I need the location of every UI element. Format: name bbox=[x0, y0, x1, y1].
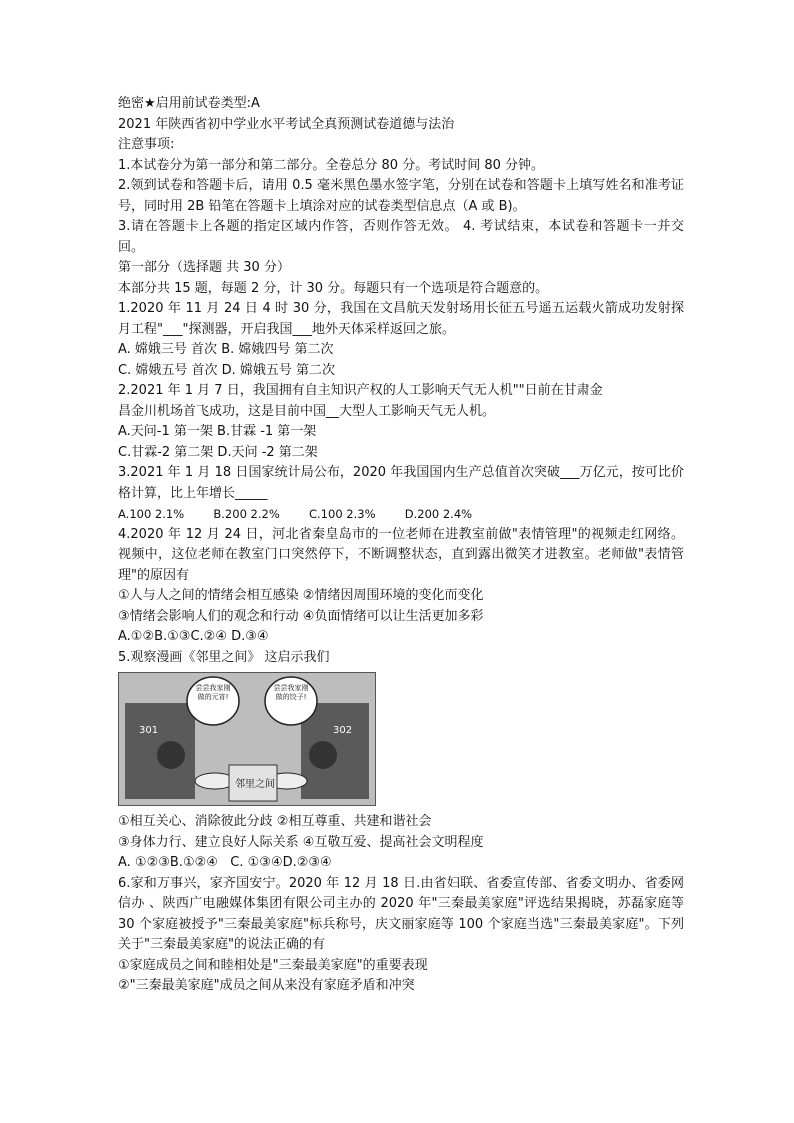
note-2: 2.领到试卷和答题卡后，请用 0.5 毫米黑色墨水签字笔，分别在试卷和答题卡上填写姓名和准考证号，同时用 2B 铅笔在答题卡上填涂对应的试卷类型信息点（A 或 B)。 bbox=[118, 178, 684, 214]
q2-stem-line1: 2.2021 年 1 月 7 日，我国拥有自主知识产权的人工影响天气无人机""日前在甘肃金 bbox=[118, 383, 603, 398]
q2-options-ab: A.天问-1 第一架 B.甘霖 -1 第一架 bbox=[118, 424, 317, 439]
part1-desc: 本部分共 15 题，每题 2 分，计 30 分。每题只有一个选项是符合题意的。 bbox=[118, 280, 549, 296]
door-number-left: 301 bbox=[139, 725, 159, 736]
cartoon-drawing bbox=[119, 673, 375, 805]
neighbor-cartoon bbox=[118, 672, 376, 806]
q3-stem: 3.2021 年 1 月 18 日国家统计局公布，2020 年我国国内生产总值首次突破___万亿元，按可比价格计算，比上年增长_____ bbox=[118, 465, 684, 501]
q5-stem: 5.观察漫画《邻里之间》 这启示我们 bbox=[118, 649, 330, 665]
neighbor-right-head bbox=[309, 741, 337, 769]
note-3: 3.请在答题卡上各题的指定区域内作答，否则作答无效。 4. 考试结束，本试卷和答题卡一并交回。 bbox=[118, 219, 684, 255]
q5-statements-34: ③身体力行、建立良好人际关系 ④互敬互爱、提高社会文明程度 bbox=[118, 834, 484, 850]
q2-stem-line2: 昌金川机场首飞成功，这是目前中国__大型人工影响天气无人机。 bbox=[118, 403, 496, 419]
q2-options-cd: C.甘霖-2 第二架 D.天问 -2 第二架 bbox=[118, 444, 318, 460]
q6-statement-2: ②"三秦最美家庭"成员之间从来没有家庭矛盾和冲突 bbox=[118, 978, 415, 993]
q4-options: A.①②B.①③C.②④ D.③④ bbox=[118, 629, 269, 644]
bubble-right-text: 尝尝我家刚做的饺子! bbox=[273, 684, 309, 701]
q5-statements-12: ①相互关心、消除彼此分歧 ②相互尊重、共建和谐社会 bbox=[118, 814, 432, 829]
exam-title: 2021 年陕西省初中学业水平考试全真预测试卷道德与法治 bbox=[118, 116, 455, 132]
exam-page bbox=[118, 94, 684, 997]
q4-stem: 4.2020 年 12 月 24 日，河北省秦皇岛市的一位老师在进教室前做"表情管理"的视频走红网络。视频中，这位老师在教室门口突然停下，不断调整状态，直到露出微笑才进教室。老师做"表情管理"的原因有 bbox=[118, 526, 684, 583]
q1-stem: 1.2020 年 11 月 24 日 4 时 30 分，我国在文昌航天发射场用长征五号遥五运载火箭成功发射探月工程"___"探测器，开启我国___地外天体采样返回之旅。 bbox=[118, 301, 684, 337]
q4-statements-12: ①人与人之间的情绪会相互感染 ②情绪因周围环境的变化而变化 bbox=[118, 588, 484, 603]
q5-options: A. ①②③B.①②④ C. ①③④D.②③④ bbox=[118, 855, 332, 870]
secret-label: 绝密★启用前试卷类型:A bbox=[118, 96, 260, 111]
q1-options-ab: A. 嫦娥三号 首次 B. 嫦娥四号 第二次 bbox=[118, 342, 334, 357]
note-1: 1.本试卷分为第一部分和第二部分。全卷总分 80 分。考试时间 80 分钟。 bbox=[118, 157, 545, 173]
part1-title: 第一部分（选择题 共 30 分） bbox=[118, 260, 290, 275]
q6-stem: 6.家和万事兴，家齐国安宁。2020 年 12 月 18 日.由省妇联、省委宣传部、省委文明办、省委网信办 、陕西广电融媒体集团有限公司主办的 2020 年"三秦最美家庭"评选结果揭晓，苏磊家庭等 30 个家庭被授予"三秦最美家庭"标兵称号，庆文丽家庭等 100 个家庭当选"三秦最美家庭"。下列关于"三秦最美家庭"的说法正确的有 bbox=[118, 875, 684, 952]
q1-options-cd: C. 嫦娥五号 首次 D. 嫦娥五号 第二次 bbox=[118, 362, 336, 378]
door-number-right: 302 bbox=[333, 725, 353, 736]
cartoon-caption: 邻里之间 bbox=[235, 779, 275, 790]
bubble-left-text: 尝尝我家刚做的元宵! bbox=[195, 684, 231, 701]
notes-title: 注意事项: bbox=[118, 137, 175, 152]
q6-statement-1: ①家庭成员之间和睦相处是"三秦最美家庭"的重要表现 bbox=[118, 957, 428, 973]
q3-options: A.100 2.1% B.200 2.2% C.100 2.3% D.200 2.4% bbox=[118, 507, 473, 521]
neighbor-left-head bbox=[157, 741, 185, 769]
q4-statements-34: ③情绪会影响人们的观念和行动 ④负面情绪可以让生活更加多彩 bbox=[118, 608, 484, 624]
